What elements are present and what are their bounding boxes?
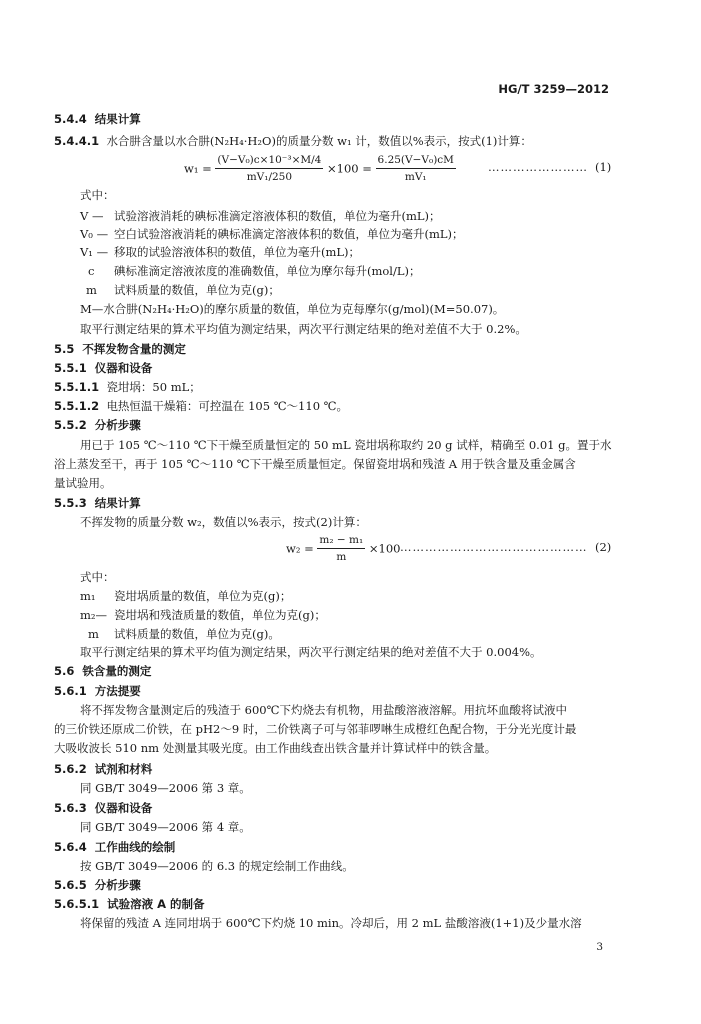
variable-desc: 碘标准滴定溶液浓度的准确数值，单位为摩尔每升(mol/L)； bbox=[114, 264, 421, 278]
variable-symbol: m bbox=[86, 283, 97, 297]
section-number: 5.6.2 bbox=[54, 762, 87, 776]
eq1-number: (1) bbox=[595, 160, 612, 174]
eq2-number: (2) bbox=[595, 540, 612, 554]
section-number: 5.5 bbox=[54, 342, 75, 356]
section-5-4-4 bbox=[54, 112, 141, 126]
section-5-6 bbox=[54, 664, 151, 678]
variable-item bbox=[80, 608, 326, 622]
paragraph-method-line-2: 的三价铁还原成二价铁，在 pH2～9 时，二价铁离子可与邻菲啰啉生成橙红色配合物，于分光光度计最 bbox=[54, 722, 577, 736]
variable-symbol: V — bbox=[80, 209, 104, 223]
section-number: 5.5.1 bbox=[54, 361, 87, 375]
eq1-fraction-1 bbox=[215, 152, 323, 185]
variable-item bbox=[80, 627, 280, 641]
section-number: 5.6.3 bbox=[54, 801, 87, 815]
variable-item bbox=[80, 264, 421, 278]
variable-item bbox=[80, 245, 360, 259]
section-title: 结果计算 bbox=[94, 112, 141, 126]
section-5-6-2 bbox=[54, 762, 152, 776]
variable-symbol: m bbox=[88, 627, 99, 641]
section-title: 工作曲线的绘制 bbox=[94, 840, 176, 854]
eq2-lhs: w₂ = bbox=[286, 541, 314, 556]
paragraph-working-curve: 按 GB/T 3049—2006 的 6.3 的规定绘制工作曲线。 bbox=[80, 859, 354, 873]
section-title: 结果计算 bbox=[94, 496, 141, 510]
section-title: 铁含量的测定 bbox=[82, 664, 152, 678]
paragraph-precision-2: 取平行测定结果的算术平均值为测定结果，两次平行测定结果的绝对差值不大于 0.004%。 bbox=[80, 645, 542, 659]
section-number: 5.6.1 bbox=[54, 684, 87, 698]
section-5-6-4 bbox=[54, 840, 175, 854]
clause-5-5-1-2 bbox=[54, 399, 348, 413]
section-5-6-5-1 bbox=[54, 897, 205, 911]
section-title: 分析步骤 bbox=[94, 878, 141, 892]
section-number: 5.6 bbox=[54, 664, 75, 678]
section-title: 仪器和设备 bbox=[94, 801, 153, 815]
paragraph-calc-2: 不挥发物的质量分数 w₂，数值以%表示，按式(2)计算： bbox=[80, 515, 367, 529]
clause-5-4-4-1 bbox=[54, 134, 532, 148]
eq2-denominator: m bbox=[336, 551, 347, 563]
variable-item bbox=[80, 302, 504, 316]
section-title: 方法提要 bbox=[94, 684, 141, 698]
section-number: 5.5.3 bbox=[54, 496, 87, 510]
section-5-6-3 bbox=[54, 801, 152, 815]
eq1-fraction-2 bbox=[376, 152, 456, 185]
variable-symbol: M— bbox=[80, 302, 104, 316]
section-5-6-5 bbox=[54, 878, 141, 892]
variable-symbol: V₀ — bbox=[80, 227, 109, 241]
variable-symbol: c bbox=[88, 264, 95, 278]
section-title: 试验溶液 A 的制备 bbox=[107, 897, 205, 911]
eq2-numerator: m₂ − m₁ bbox=[317, 532, 365, 549]
variable-symbol: V₁ — bbox=[80, 245, 109, 259]
section-5-5-1 bbox=[54, 361, 152, 375]
paragraph-procedure-line-1: 用已于 105 ℃～110 ℃下干燥至质量恒定的 50 mL 瓷坩埚称取约 20 g 试样，精确至 0.01 g。置于水 bbox=[80, 438, 612, 452]
section-number: 5.5.2 bbox=[54, 418, 87, 432]
eq1-denominator-1: mV₁/250 bbox=[246, 171, 293, 183]
eq1-leader-dots: …………………… bbox=[488, 160, 588, 174]
variable-desc: 试料质量的数值，单位为克(g)。 bbox=[114, 627, 280, 641]
eq2-leader-dots: ……………………………………… bbox=[400, 540, 588, 554]
clause-text: 水合肼含量以水合肼(N₂H₄·H₂O)的质量分数 w₁ 计，数值以%表示，按式(1)计算： bbox=[106, 134, 532, 148]
eq1-numerator-2: 6.25(V−V₀)cM bbox=[376, 152, 456, 169]
section-5-5-3 bbox=[54, 496, 141, 510]
variable-desc: 试验溶液消耗的碘标准滴定溶液体积的数值，单位为毫升(mL)； bbox=[114, 209, 441, 223]
variable-desc: 试料质量的数值，单位为克(g)； bbox=[114, 283, 280, 297]
variable-desc: 水合肼(N₂H₄·H₂O)的摩尔质量的数值，单位为克每摩尔(g/mol)(M=50.07)。 bbox=[103, 302, 505, 316]
equation-1 bbox=[184, 152, 456, 185]
paragraph-apparatus: 同 GB/T 3049—2006 第 4 章。 bbox=[80, 820, 251, 834]
paragraph-method-line-1: 将不挥发物含量测定后的残渣于 600℃下灼烧去有机物，用盐酸溶液溶解。用抗坏血酸将试液中 bbox=[80, 703, 567, 717]
equation-2 bbox=[286, 532, 400, 565]
page-number: 3 bbox=[596, 941, 603, 953]
section-title: 分析步骤 bbox=[94, 418, 141, 432]
variable-item bbox=[80, 589, 291, 603]
variable-desc: 空白试验溶液消耗的碘标准滴定溶液体积的数值，单位为毫升(mL)； bbox=[114, 227, 464, 241]
variable-symbol: m₁ bbox=[80, 589, 96, 603]
section-5-5-2 bbox=[54, 418, 141, 432]
clause-number: 5.5.1.2 bbox=[54, 399, 100, 413]
paragraph-procedure-line-3: 量试验用。 bbox=[54, 476, 112, 490]
eq1-numerator-1: (V−V₀)c×10⁻³×M/4 bbox=[215, 152, 323, 169]
variable-item bbox=[80, 227, 464, 241]
eq2-tail: ×100 bbox=[368, 541, 401, 556]
section-5-6-1 bbox=[54, 684, 141, 698]
section-number: 5.4.4 bbox=[54, 112, 87, 126]
paragraph-solution-prep: 将保留的残渣 A 连同坩埚于 600℃下灼烧 10 min。冷却后，用 2 mL 盐酸溶液(1+1)及少量水溶 bbox=[80, 916, 582, 930]
clause-number: 5.5.1.1 bbox=[54, 380, 100, 394]
eq1-denominator-2: mV₁ bbox=[404, 171, 427, 183]
variable-desc: 瓷坩埚和残渣质量的数值，单位为克(g)； bbox=[114, 608, 326, 622]
header-code: HG/T 3259—2012 bbox=[498, 82, 609, 96]
section-5-5 bbox=[54, 342, 186, 356]
where-label-1: 式中： bbox=[80, 188, 115, 202]
section-title: 仪器和设备 bbox=[94, 361, 153, 375]
variable-desc: 瓷坩埚质量的数值，单位为克(g)； bbox=[114, 589, 292, 603]
eq1-mid: ×100 = bbox=[327, 161, 372, 176]
section-number: 5.6.4 bbox=[54, 840, 87, 854]
section-title: 不挥发物含量的测定 bbox=[82, 342, 186, 356]
variable-desc: 移取的试验溶液体积的数值，单位为毫升(mL)； bbox=[114, 245, 361, 259]
paragraph-method-line-3: 大吸收波长 510 nm 处测量其吸光度。由工作曲线查出铁含量并计算试样中的铁含量。 bbox=[54, 741, 497, 755]
section-number: 5.6.5.1 bbox=[54, 897, 100, 911]
clause-number: 5.4.4.1 bbox=[54, 134, 100, 148]
section-number: 5.6.5 bbox=[54, 878, 87, 892]
where-label-2: 式中： bbox=[80, 570, 115, 584]
clause-5-5-1-1 bbox=[54, 380, 201, 394]
paragraph-precision-1: 取平行测定结果的算术平均值为测定结果，两次平行测定结果的绝对差值不大于 0.2%。 bbox=[80, 322, 527, 336]
section-title: 试剂和材料 bbox=[94, 762, 153, 776]
paragraph-reagents: 同 GB/T 3049—2006 第 3 章。 bbox=[80, 781, 251, 795]
variable-symbol: m₂— bbox=[80, 608, 108, 622]
eq1-lhs: w₁ = bbox=[184, 161, 212, 176]
clause-text: 瓷坩埚：50 mL； bbox=[106, 380, 201, 394]
variable-item bbox=[80, 283, 280, 297]
variable-item bbox=[80, 209, 441, 223]
clause-text: 电热恒温干燥箱：可控温在 105 ℃～110 ℃。 bbox=[106, 399, 349, 413]
eq2-fraction bbox=[317, 532, 365, 565]
paragraph-procedure-line-2: 浴上蒸发至干，再于 105 ℃～110 ℃下干燥至质量恒定。保留瓷坩埚和残渣 A 用于铁含量及重金属含 bbox=[54, 457, 576, 471]
